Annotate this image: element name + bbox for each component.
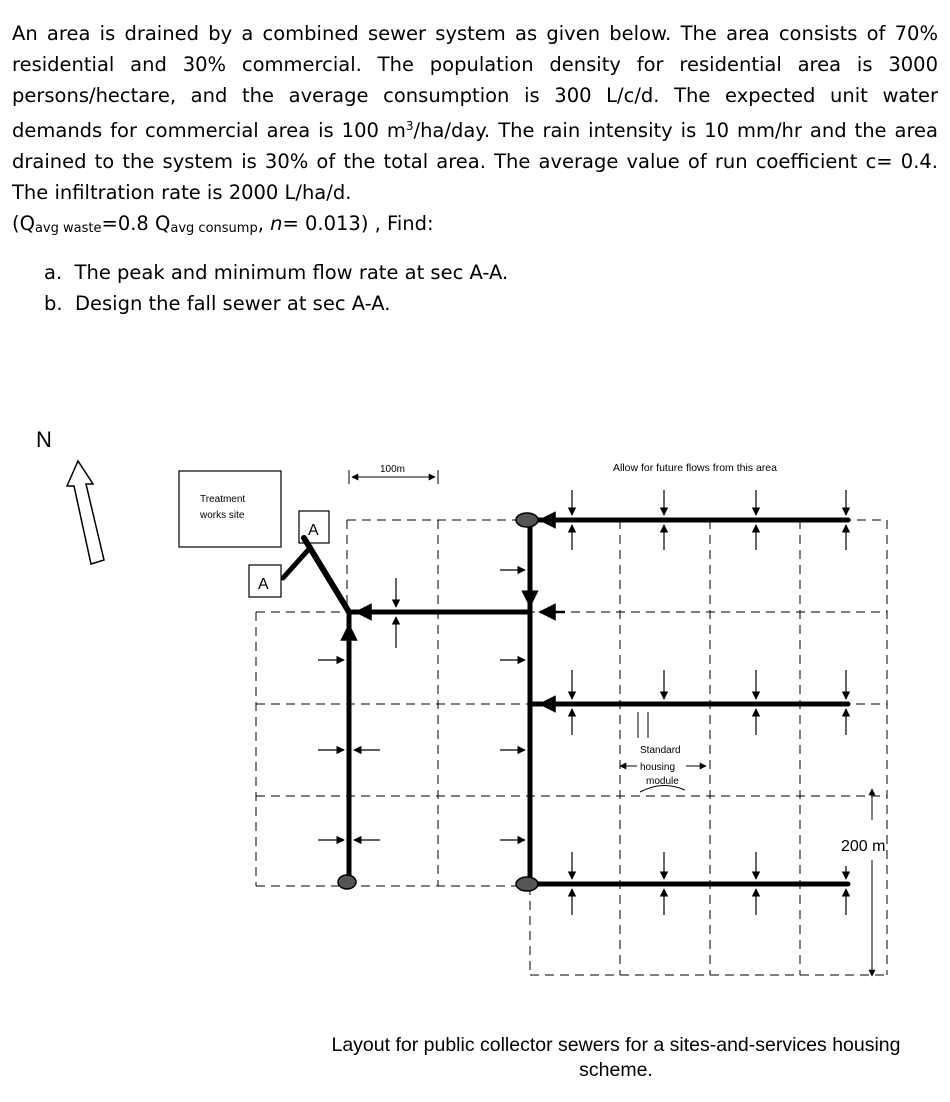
outfall-pipe-lower [283, 549, 309, 578]
given-values: (Qavg waste=0.8 Qavg consump, n= 0.013) , Find: [12, 212, 434, 236]
housing-module-label [620, 712, 706, 792]
caption-line-2: scheme. [579, 1059, 653, 1081]
scale-bar [349, 464, 438, 484]
north-arrow-icon [67, 461, 104, 564]
north-label: N [36, 427, 52, 452]
dimension-label: 200 m [841, 838, 886, 855]
module-label-1: Standard [640, 745, 681, 756]
module-label-3: module [646, 776, 679, 787]
north-arrow [36, 427, 104, 564]
future-flows-label: Allow for future flows from this area [613, 462, 777, 474]
sewer-network [283, 520, 848, 884]
module-label-2: housing [640, 762, 676, 773]
problem-text: An area is drained by a combined sewer system as given below. The area consists of 70% residential and 30% commercial. The population density for residential area is 3000 persons/hectare, and the average consumption is 300 L/c/d. The expected unit water demands for commercial area is 100 $m^3/ha$/day. The rain intensity is 10 mm/hr and the area drained to the system is 30% of the total area. The average value of run coefficient c= 0.4. The infiltration rate is 2000 L/ha/d. [12, 22, 938, 204]
treatment-label-2: works site [200, 510, 245, 521]
scale-label: 100m [380, 464, 406, 475]
caption-line-1: Layout for public collector sewers for a sites-and-services housing [331, 1034, 901, 1056]
diagram-caption [260, 1033, 950, 1083]
task-item-a: a. The peak and minimum flow rate at sec A-A. [44, 261, 509, 284]
task-item-b: b. Design the fall sewer at sec A-A. [44, 292, 391, 315]
treatment-label-1: Treatment [200, 494, 246, 505]
outfall-pipe-a-a [304, 538, 349, 612]
treatment-works-site [179, 471, 281, 547]
section-label-top: A [308, 522, 319, 539]
section-label-bottom: A [258, 576, 269, 593]
